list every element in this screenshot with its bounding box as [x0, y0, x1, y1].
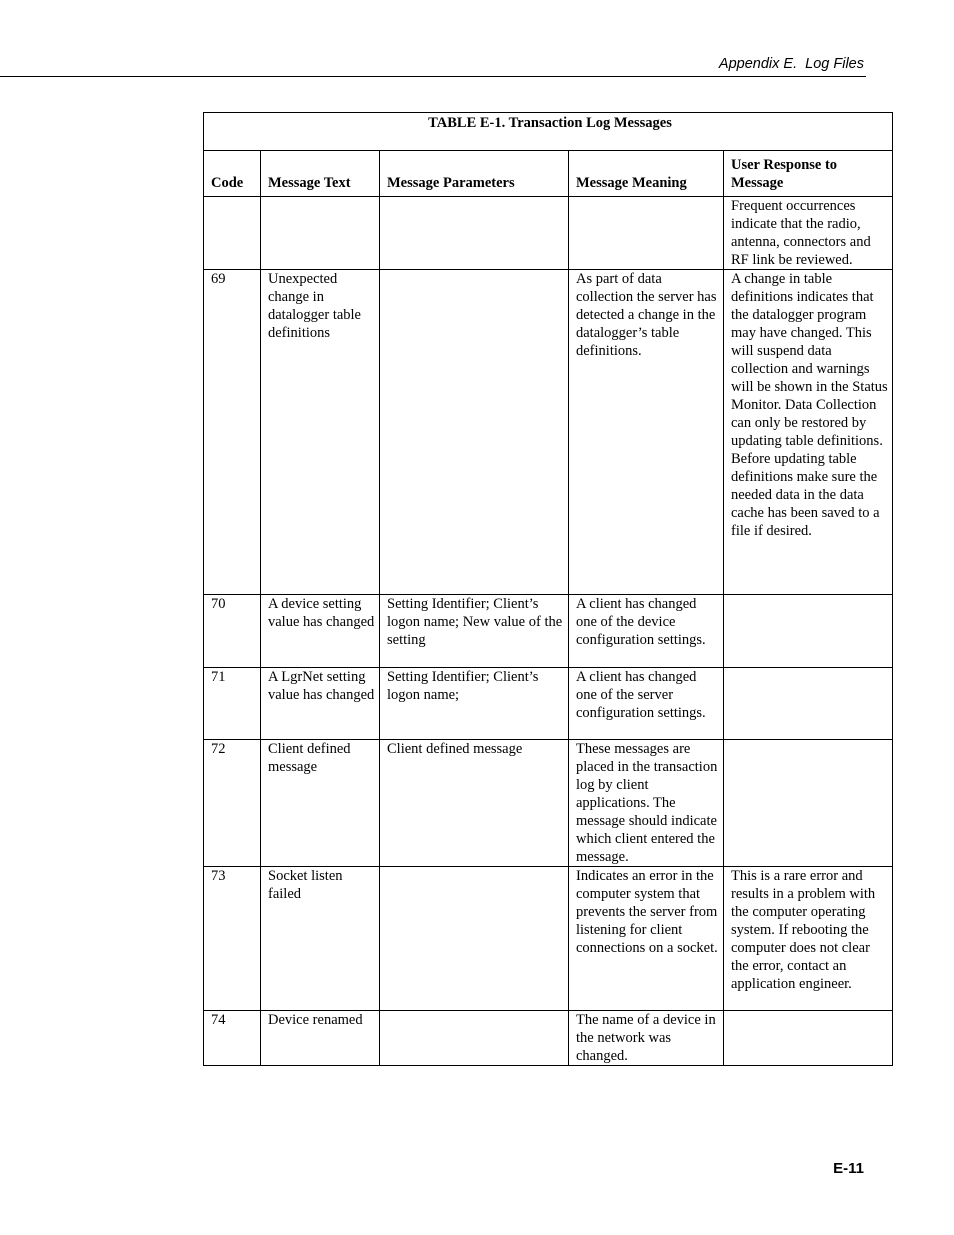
table-row: [204, 867, 893, 1011]
cell-user-response: [724, 1011, 893, 1066]
cell-message-text: Socket listen failed: [261, 867, 380, 1011]
column-header-message-parameters: Message Parameters: [380, 151, 569, 197]
cell-code: 73: [204, 867, 261, 1011]
cell-message-parameters: Client defined message: [380, 740, 569, 867]
cell-message-meaning: As part of data collection the server has detected a change in the datalogger’s table definitions.: [569, 270, 724, 595]
cell-message-parameters: [380, 867, 569, 1011]
cell-message-meaning: A client has changed one of the device configuration settings.: [569, 595, 724, 668]
cell-message-text: Client defined message: [261, 740, 380, 867]
table-title: TABLE E-1. Transaction Log Messages: [204, 113, 893, 151]
column-header-message-meaning: Message Meaning: [569, 151, 724, 197]
table-row: [204, 1011, 893, 1066]
table-row: [204, 270, 893, 595]
cell-message-meaning: Indicates an error in the computer system that prevents the server from listening for client connections on a socket.: [569, 867, 724, 1011]
table-row: [204, 740, 893, 867]
table-row: [204, 668, 893, 740]
table-title-row: [204, 113, 893, 151]
cell-message-meaning: These messages are placed in the transaction log by client applications. The message should indicate which client entered the message.: [569, 740, 724, 867]
header-rule: [0, 76, 866, 77]
cell-message-text: A LgrNet setting value has changed: [261, 668, 380, 740]
cell-code: [204, 197, 261, 270]
cell-code: 71: [204, 668, 261, 740]
column-header-code: Code: [204, 151, 261, 197]
cell-user-response: Frequent occurrences indicate that the radio, antenna, connectors and RF link be reviewed.: [724, 197, 893, 270]
cell-message-meaning: [569, 197, 724, 270]
cell-user-response: [724, 740, 893, 867]
cell-message-parameters: [380, 1011, 569, 1066]
cell-code: 70: [204, 595, 261, 668]
cell-message-parameters: [380, 270, 569, 595]
cell-code: 72: [204, 740, 261, 867]
cell-message-parameters: [380, 197, 569, 270]
table-row: [204, 595, 893, 668]
cell-message-parameters: Setting Identifier; Client’s logon name;: [380, 668, 569, 740]
column-header-message-text: Message Text: [261, 151, 380, 197]
cell-message-text: [261, 197, 380, 270]
cell-code: 74: [204, 1011, 261, 1066]
cell-user-response: A change in table definitions indicates that the datalogger program may have changed. This will suspend data collection and warnings will be shown in the Status Monitor. Data Collection can only be restored by updating table definitions. Before updating table definitions make sure the needed data in the data cache has been saved to a file if desired.: [724, 270, 893, 595]
cell-message-meaning: The name of a device in the network was changed.: [569, 1011, 724, 1066]
table-row: [204, 197, 893, 270]
cell-user-response: [724, 595, 893, 668]
cell-user-response: This is a rare error and results in a problem with the computer operating system. If rebooting the computer does not clear the error, contact an application engineer.: [724, 867, 893, 1011]
cell-message-text: A device setting value has changed: [261, 595, 380, 668]
column-header-user-response: User Response to Message: [724, 151, 893, 197]
cell-message-parameters: Setting Identifier; Client’s logon name; New value of the setting: [380, 595, 569, 668]
running-head: Appendix E. Log Files: [718, 56, 864, 72]
cell-message-meaning: A client has changed one of the server configuration settings.: [569, 668, 724, 740]
cell-code: 69: [204, 270, 261, 595]
column-header-row: [204, 151, 893, 197]
transaction-log-table: [203, 112, 893, 1066]
cell-user-response: [724, 668, 893, 740]
page-number: E-11: [833, 1160, 864, 1177]
cell-message-text: Unexpected change in datalogger table definitions: [261, 270, 380, 595]
cell-message-text: Device renamed: [261, 1011, 380, 1066]
